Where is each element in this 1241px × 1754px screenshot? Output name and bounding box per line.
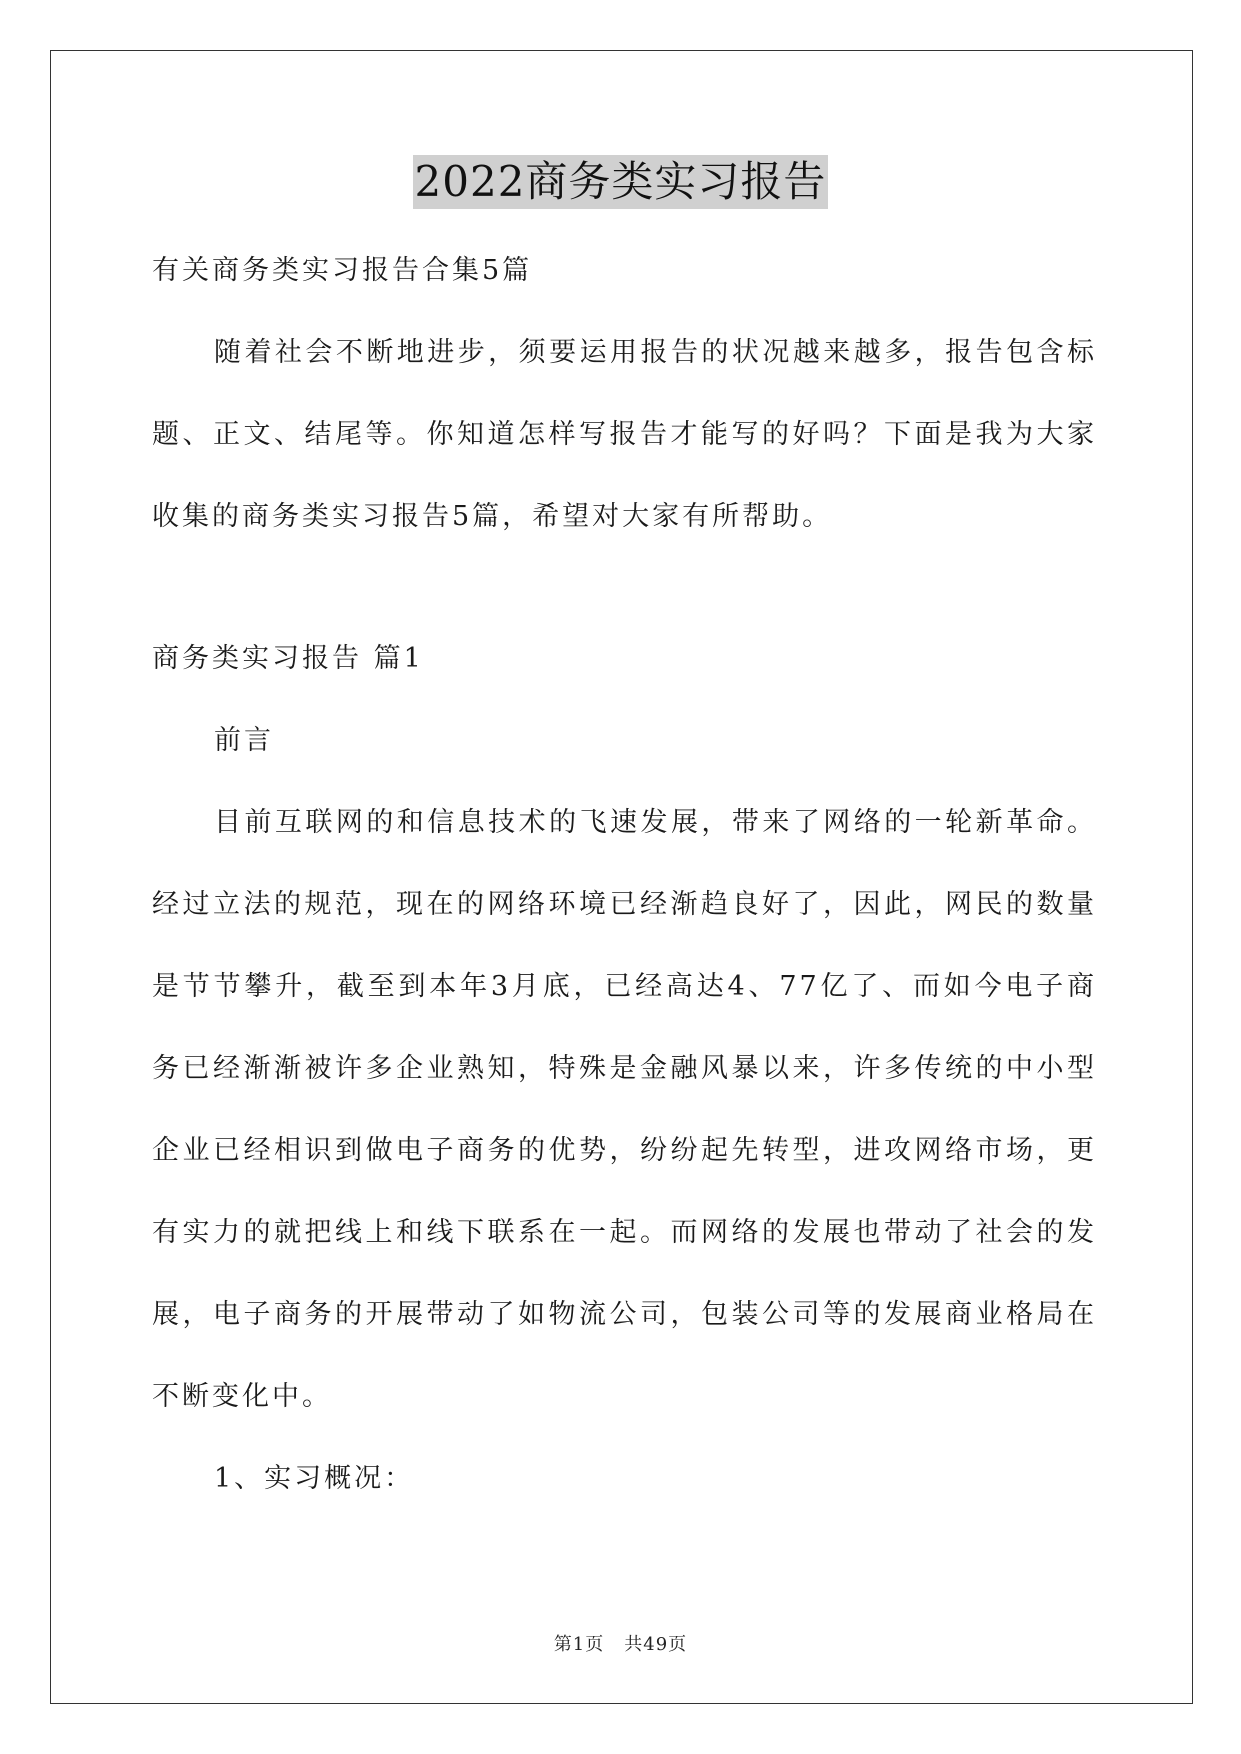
spacer <box>152 558 1097 618</box>
item-heading: 1、实习概况： <box>214 1463 415 1494</box>
preface-label: 前言 <box>214 725 274 756</box>
document-title: 2022商务类实习报告 <box>413 155 829 209</box>
page-footer <box>0 1630 1241 1656</box>
document-body <box>152 230 1097 1520</box>
page-total: 共49页 <box>624 1634 688 1655</box>
title-wrap <box>0 155 1241 209</box>
subtitle: 有关商务类实习报告合集5篇 <box>152 255 533 286</box>
section-heading: 商务类实习报告 篇1 <box>152 643 424 674</box>
page-number: 第1页 <box>553 1634 605 1655</box>
intro-paragraph: 随着社会不断地进步，须要运用报告的状况越来越多，报告包含标题、正文、结尾等。你知道怎样写报告才能写的好吗？下面是我为大家收集的商务类实习报告5篇，希望对大家有所帮助。 <box>152 337 1097 532</box>
preface-paragraph: 目前互联网的和信息技术的飞速发展，带来了网络的一轮新革命。经过立法的规范，现在的网络环境已经渐趋良好了，因此，网民的数量是节节攀升，截至到本年3月底，已经高达4、77亿了、而如今电子商务已经渐渐被许多企业熟知，特殊是金融风暴以来，许多传统的中小型企业已经相识到做电子商务的优势，纷纷起先转型，进攻网络市场，更有实力的就把线上和线下联系在一起。而网络的发展也带动了社会的发展，电子商务的开展带动了如物流公司，包装公司等的发展商业格局在不断变化中。 <box>152 807 1097 1412</box>
